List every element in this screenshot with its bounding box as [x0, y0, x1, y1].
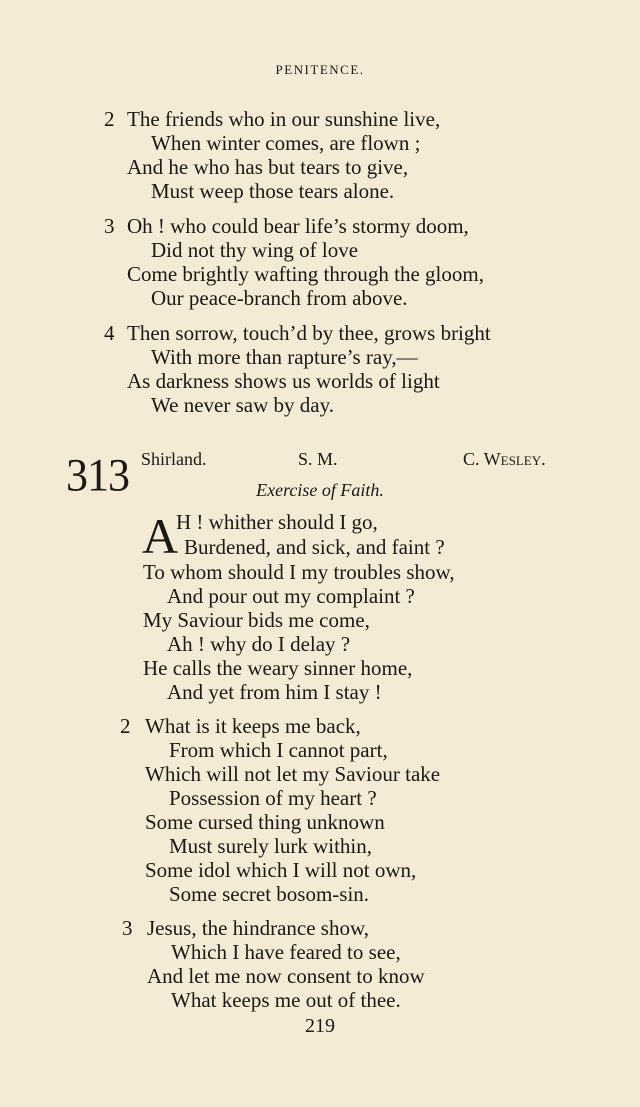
verse-line: Which I have feared to see,	[171, 940, 401, 964]
verse-line: What keeps me out of thee.	[171, 988, 401, 1012]
stanza-number: 3	[122, 916, 133, 940]
verse-line: To whom should I my troubles show,	[143, 560, 455, 584]
verse-line: He calls the weary sinner home,	[143, 656, 413, 680]
stanza-number: 4	[104, 321, 115, 345]
verse-line: Ah ! why do I delay ?	[167, 632, 351, 656]
verse-line: Which will not let my Saviour take	[145, 762, 441, 786]
verse-line: From which I cannot part,	[169, 738, 388, 762]
tune-name: Shirland.	[141, 449, 207, 469]
page-number: 219	[305, 1015, 335, 1037]
verse-line: Possession of my heart ?	[169, 786, 377, 810]
verse-line: When winter comes, are flown ;	[151, 131, 421, 155]
verse-line: And he who has but tears to give,	[127, 155, 409, 179]
verse-line: Some idol which I will not own,	[145, 858, 417, 882]
verse-line: Burdened, and sick, and faint ?	[184, 535, 445, 559]
verse-line: What is it keeps me back,	[145, 714, 361, 738]
verse-line: We never saw by day.	[151, 393, 334, 417]
verse-line: Must weep those tears alone.	[151, 179, 395, 203]
stanza-number: 3	[104, 214, 115, 238]
running-header: PENITENCE.	[275, 62, 365, 77]
verse-line: Must surely lurk within,	[169, 834, 372, 858]
verse-line: My Saviour bids me come,	[143, 608, 370, 632]
verse-line: Oh ! who could bear life’s stormy doom,	[127, 214, 469, 238]
hymn-number: 313	[66, 449, 129, 502]
verse-line: Some cursed thing unknown	[145, 810, 385, 834]
verse-line: And yet from him I stay !	[167, 680, 382, 704]
verse-line: Then sorrow, touch’d by thee, grows bright	[127, 321, 491, 345]
verse-line: As darkness shows us worlds of light	[127, 369, 440, 393]
verse-line: And pour out my complaint ?	[167, 584, 415, 608]
meter: S. M.	[298, 449, 338, 469]
stanza-number: 2	[104, 107, 115, 131]
verse-line: With more than rapture’s ray,—	[151, 345, 418, 369]
verse-line: Our peace-branch from above.	[151, 286, 408, 310]
verse-line: H ! whither should I go,	[176, 510, 378, 534]
verse-line: Jesus, the hindrance show,	[147, 916, 370, 940]
author: C. Wesley.	[463, 449, 546, 469]
verse-line: Some secret bosom-sin.	[169, 882, 370, 906]
verse-line: Did not thy wing of love	[151, 238, 359, 262]
stanza-number: 2	[120, 714, 131, 738]
hymn-title: Exercise of Faith.	[256, 480, 384, 500]
verse-line: The friends who in our sunshine live,	[127, 107, 441, 131]
verse-line: Come brightly wafting through the gloom,	[127, 262, 484, 286]
verse-line: And let me now consent to know	[147, 964, 425, 988]
drop-cap: A	[142, 508, 179, 564]
